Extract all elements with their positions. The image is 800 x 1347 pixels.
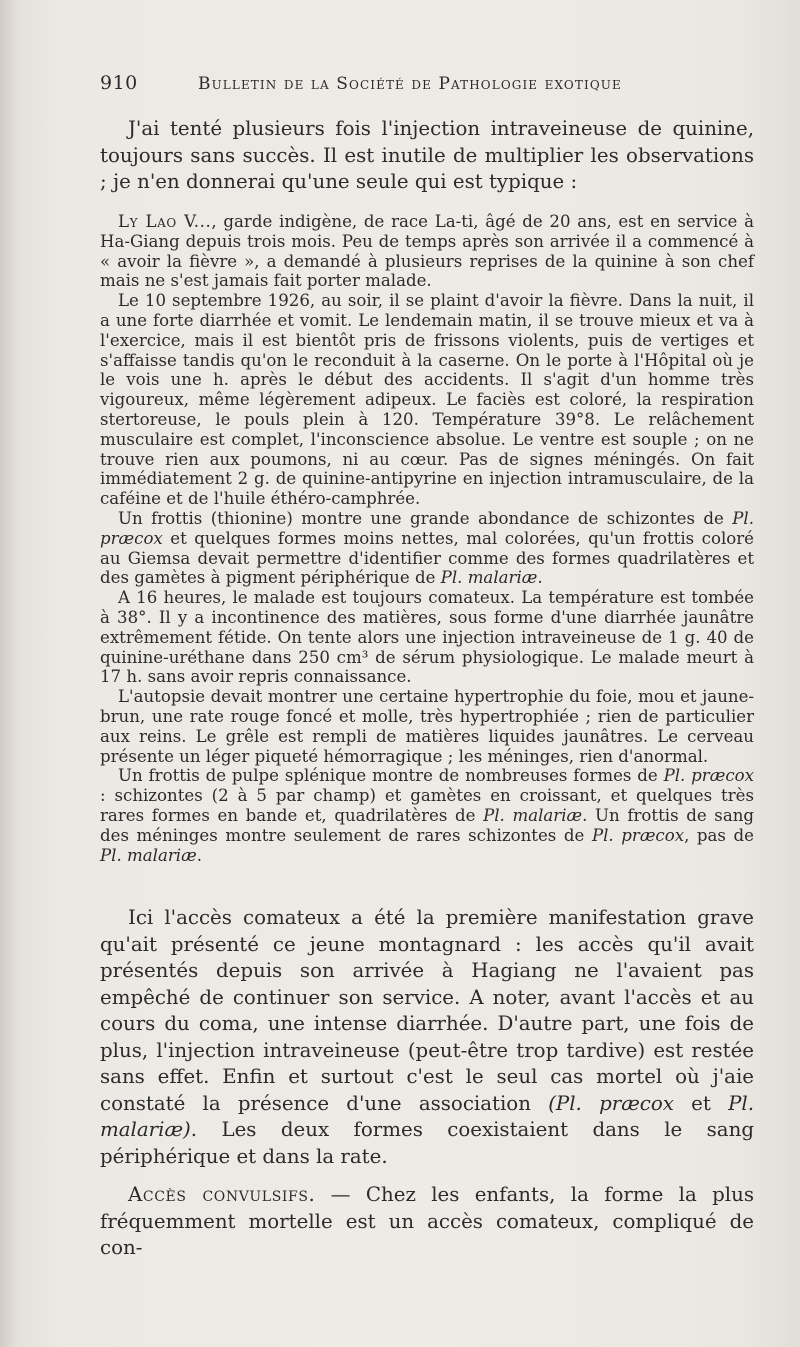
patient-name: Ly Lao V... [118,212,212,231]
discussion-paragraph-2: Accès convulsifs. — Chez les enfants, la forme la plus fréquemment mortelle est un accès comateux, compliqué de con- [100,1183,755,1259]
case-paragraph-6: Un frottis de pulpe splénique montre de nombreuses formes de Pl. præcox : schizontes (2 à 5 par champ) et gamètes en croissant, et quelques très rares formes en bande et, quadrilatères de Pl. malariæ. Un frottis de sang des méninges montre seulement de rares schizontes de Pl. præcox, pas de Pl. malariæ. [100,766,755,865]
case-paragraph-1: Ly Lao V..., garde indigène, de race La-ti, âgé de 20 ans, est en service à Ha-Giang depuis trois mois. Peu de temps après son arrivée il a commencé à « avoir la fièvre », a demandé à plusieurs reprises de la quinine à son chef mais ne s'est jamais fait porter malade. [100,212,754,291]
running-title: Bulletin de la Société de Pathologie exotique [198,74,622,94]
section-heading-acces-convulsifs: Accès convulsifs. [128,1183,316,1206]
intro-paragraph-block [100,116,754,196]
case-paragraph-4: A 16 heures, le malade est toujours comateux. La température est tombée à 38°. Il y a incontinence des matières, sous forme d'une diarrhée jaunâtre extrêmement fétide. On tente alors une injection intraveineuse de 1 g. 40 de quinine-uréthane dans 250 cm³ de sérum physiologique. Le malade meurt à 17 h. sans avoir repris connaissance. [100,588,754,687]
case-report [100,212,754,865]
discussion-block [100,905,754,1262]
case-paragraph-5: L'autopsie devait montrer une certaine hypertrophie du foie, mou et jaune-brun, une rate rouge foncé et molle, très hypertrophiée ; rien de particulier aux reins. Le grêle est rempli de matières liquides jaunâtres. Le cerveau présente un léger piqueté hémorragique ; les méninges, rien d'anormal. [100,687,754,766]
intro-paragraph: J'ai tenté plusieurs fois l'injection intraveineuse de quinine, toujours sans succès. Il est inutile de multiplier les observations ; je n'en donnerai qu'une seule qui est typique : [100,117,754,193]
case-paragraph-3: Un frottis (thionine) montre une grande abondance de schizontes de Pl. præcox et quelques formes moins nettes, mal colorées, qu'un frottis coloré au Giemsa devait permettre d'identifier comme des formes quadrilatères et des gamètes à pigment périphérique de Pl. malariæ. [100,508,754,588]
page-header [100,72,760,94]
discussion-paragraph-1: Ici l'accès comateux a été la première manifestation grave qu'ait présenté ce jeune montagnard : les accès qu'il avait présentés depuis son arrivée à Hagiang ne l'avaient pas empêché de continuer son service. A noter, avant l'accès et au cours du coma, une intense diarrhée. D'autre part, une fois de plus, l'injection intraveineuse (peut-être trop tardive) est restée sans effet. Enfin et surtout c'est le seul cas mortel où j'aie constaté la présence d'une association (Pl. præcox et Pl. malariæ). Les deux formes coexistaient dans le sang périphérique et dans la rate. [100,906,754,1168]
page-number: 910 [100,72,138,94]
case-paragraph-2: Le 10 septembre 1926, au soir, il se plaint d'avoir la fièvre. Dans la nuit, il a une forte diarrhée et vomit. Le lendemain matin, il se trouve mieux et va à l'exercice, mais il est bientôt pris de frissons violents, puis de vertiges et s'affaisse tandis qu'on le reconduit à la caserne. On le porte à l'Hôpital où je le vois une h. après le début des accidents. Il s'agit d'un homme très vigoureux, même légèrement adipeux. Le faciès est coloré, la respiration stertoreuse, le pouls plein à 120. Température 39°8. Le relâchement musculaire est complet, l'inconscience absolue. Le ventre est souple ; on ne trouve rien aux poumons, ni au cœur. Pas de signes méningés. On fait immédiatement 2 g. de quinine-antipyrine en injection intramusculaire, de la caféine et de l'huile éthéro-camphrée. [100,291,754,509]
page-gutter-shadow [0,0,18,1347]
